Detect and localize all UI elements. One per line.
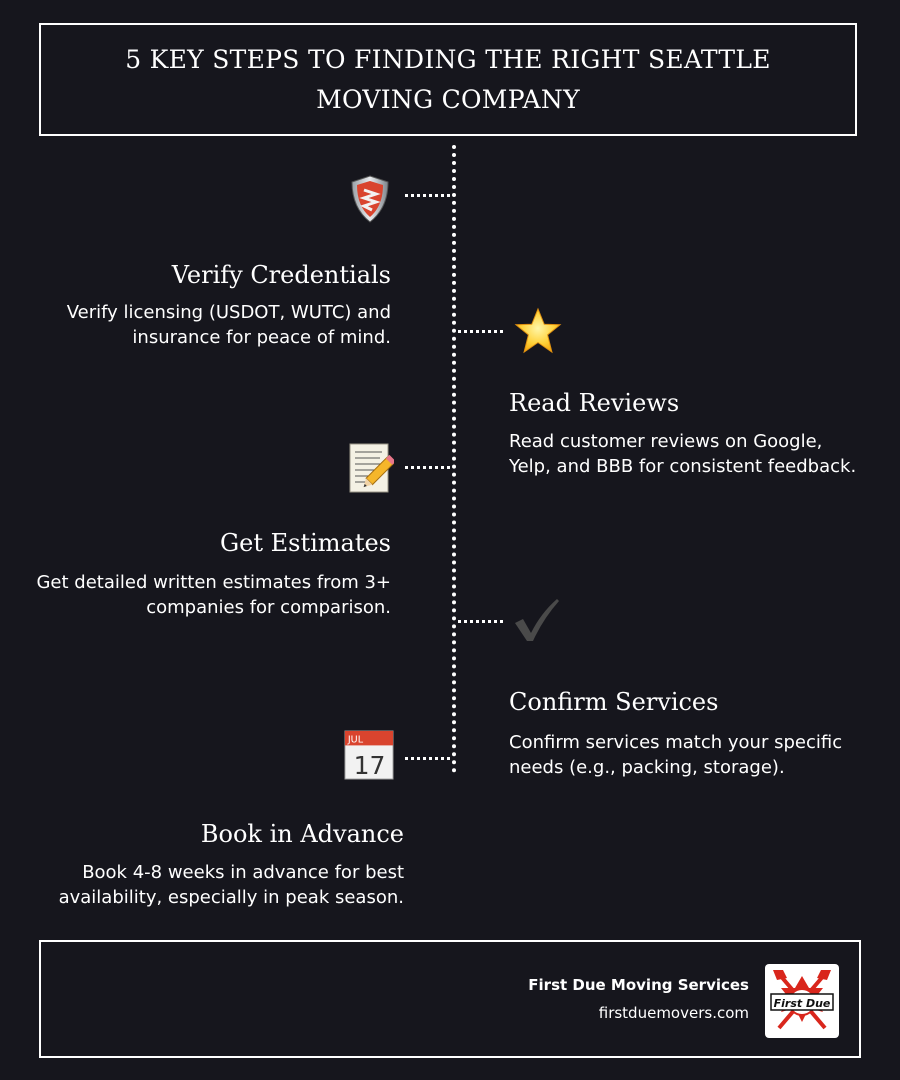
footer-box [39,940,861,1058]
calendar-icon [344,730,394,780]
calendar-month: JUL [347,734,364,746]
step-title-book-in-advance: Book in Advance [200,820,404,848]
star-icon [513,306,563,356]
step-desc-get-estimates: Get detailed written estimates from 3+ companies for comparison. [36,572,391,618]
connector-line [458,330,503,333]
memo-icon [345,443,395,493]
connector-line [405,194,450,197]
shield-icon [345,174,395,224]
page-title: 5 KEY STEPS TO FINDING THE RIGHT SEATTLE MOVING COMPANY [125,44,771,114]
step-title-verify-credentials: Verify Credentials [171,261,391,289]
company-logo [765,964,839,1038]
connector-line [405,466,450,469]
title-box [39,23,857,136]
timeline-line [452,145,456,773]
step-title-read-reviews: Read Reviews [509,389,680,417]
connector-line [405,757,450,760]
step-title-confirm-services: Confirm Services [509,688,719,716]
step-title-get-estimates: Get Estimates [219,529,391,557]
calendar-day: 17 [353,751,386,781]
step-desc-read-reviews: Read customer reviews on Google, Yelp, and BBB for consistent feedback. [509,431,857,477]
step-desc-book-in-advance: Book 4-8 weeks in advance for best availability, especially in peak season. [58,862,404,908]
company-name: First Due Moving Services [528,976,749,994]
checkmark-icon [511,595,561,645]
company-website-link[interactable]: firstduemovers.com [598,1004,749,1022]
step-desc-verify-credentials: Verify licensing (USDOT, WUTC) and insurance for peace of mind. [66,302,391,348]
connector-line [458,620,503,623]
step-desc-confirm-services: Confirm services match your specific needs (e.g., packing, storage). [509,732,843,778]
logo-text: First Due [773,997,831,1010]
